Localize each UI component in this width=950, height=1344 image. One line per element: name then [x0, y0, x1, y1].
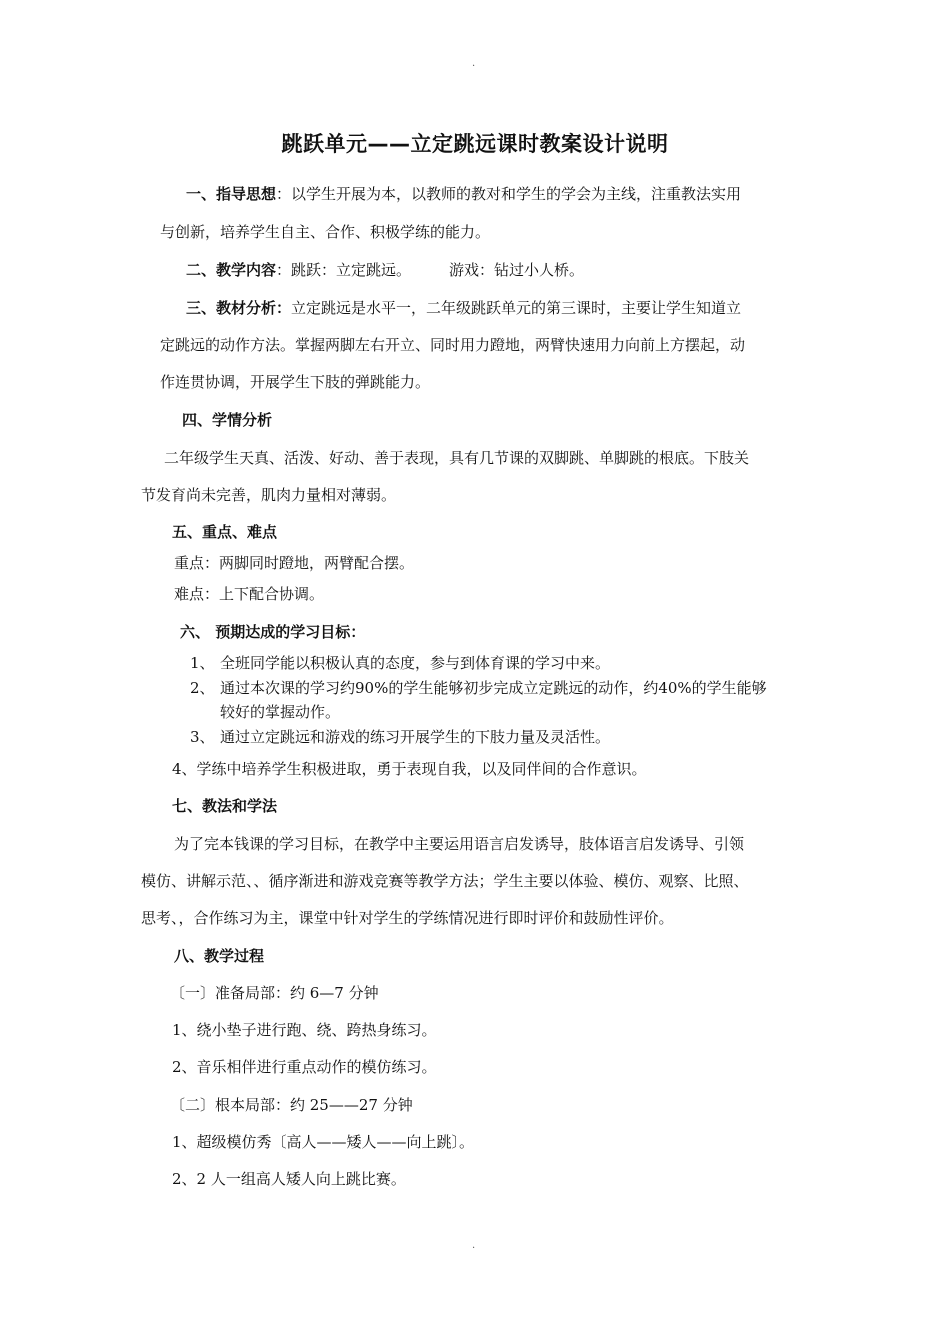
header-mark: . [472, 58, 476, 69]
preparation-item-2: 2、音乐相伴进行重点动作的模仿练习。 [172, 1058, 437, 1076]
section-1-heading: 一、指导思想 [186, 185, 277, 203]
preparation-part: 〔一〕准备局部：约 6—7 分钟 [170, 984, 379, 1002]
footer-mark: . [472, 1240, 476, 1251]
section-4-text-2: 节发育尚未完善，肌肉力量相对薄弱。 [141, 486, 397, 504]
section-4-text-1: 二年级学生天真、活泼、好动、善于表现，具有几节课的双脚跳、单脚跳的根底。下肢关 [164, 449, 750, 467]
goal-item-2: 2、 通过本次课的学习约90%的学生能够初步完成立定跳远的动作，约40%的学生能够 [190, 679, 767, 697]
section-8-heading: 八、教学过程 [174, 947, 265, 965]
goal-item-2-continued: 较好的掌握动作。 [220, 703, 341, 721]
section-7-text-2: 模仿、讲解示范、、循序渐进和游戏竞赛等教学方法；学生主要以体验、模仿、观察、比照、 [141, 872, 749, 890]
section-3-heading: 三、教材分析： [186, 299, 292, 317]
basic-item-2: 2、2 人一组高人矮人向上跳比赛。 [172, 1170, 406, 1188]
goal-item-1: 1、 全班同学能以积极认真的态度，参与到体育课的学习中来。 [190, 654, 611, 672]
section-7-text-3: 思考、，合作练习为主，课堂中针对学生的学练情况进行即时评价和鼓励性评价。 [141, 909, 674, 927]
section-7-text-1: 为了完本钱课的学习目标，在教学中主要运用语言启发诱导，肢体语言启发诱导、引领 [174, 835, 745, 853]
difficulty-point: 难点：上下配合协调。 [174, 585, 325, 603]
section-3-text-1: 立定跳远是水平一，二年级跳跃单元的第三课时，主要让学生知道立 [291, 299, 742, 317]
preparation-item-1: 1、绕小垫子进行跑、绕、跨热身练习。 [172, 1021, 437, 1039]
section-2-heading: 二、教学内容 [186, 261, 277, 279]
basic-item-1: 1、超级模仿秀〔高人——矮人——向上跳〕。 [172, 1133, 475, 1151]
goal-item-3: 3、 通过立定跳远和游戏的练习开展学生的下肢力量及灵活性。 [190, 728, 611, 746]
section-1-text-1: ：以学生开展为本，以教师的教对和学生的学会为主线，注重教法实用 [276, 185, 742, 203]
section-3-text-3: 作连贯协调，开展学生下肢的弹跳能力。 [160, 373, 431, 391]
section-5-heading: 五、重点、难点 [172, 523, 278, 541]
section-7-heading: 七、教法和学法 [172, 797, 278, 815]
section-3-text-2: 定跳远的动作方法。掌握两脚左右开立、同时用力蹬地，两臂快速用力向前上方摆起，动 [160, 336, 746, 354]
goal-item-4: 4、学练中培养学生积极进取，勇于表现自我，以及同伴间的合作意识。 [172, 760, 647, 778]
section-6-heading: 六、 预期达成的学习目标： [180, 623, 366, 641]
section-4-heading: 四、学情分析 [182, 411, 273, 429]
document-title: 跳跃单元——立定跳远课时教案设计说明 [281, 132, 669, 156]
section-2-line [186, 260, 584, 280]
section-1-text-2: 与创新，培养学生自主、合作、积极学练的能力。 [160, 223, 491, 241]
section-2-game: 游戏：钻过小人桥。 [449, 261, 585, 279]
section-3-line-1 [186, 298, 741, 318]
basic-part: 〔二〕根本局部：约 25——27 分钟 [170, 1096, 413, 1114]
section-2-text: ：跳跃：立定跳远。 [276, 261, 412, 279]
section-1-line-1 [186, 184, 741, 204]
key-point: 重点：两脚同时蹬地，两臂配合摆。 [174, 554, 415, 572]
